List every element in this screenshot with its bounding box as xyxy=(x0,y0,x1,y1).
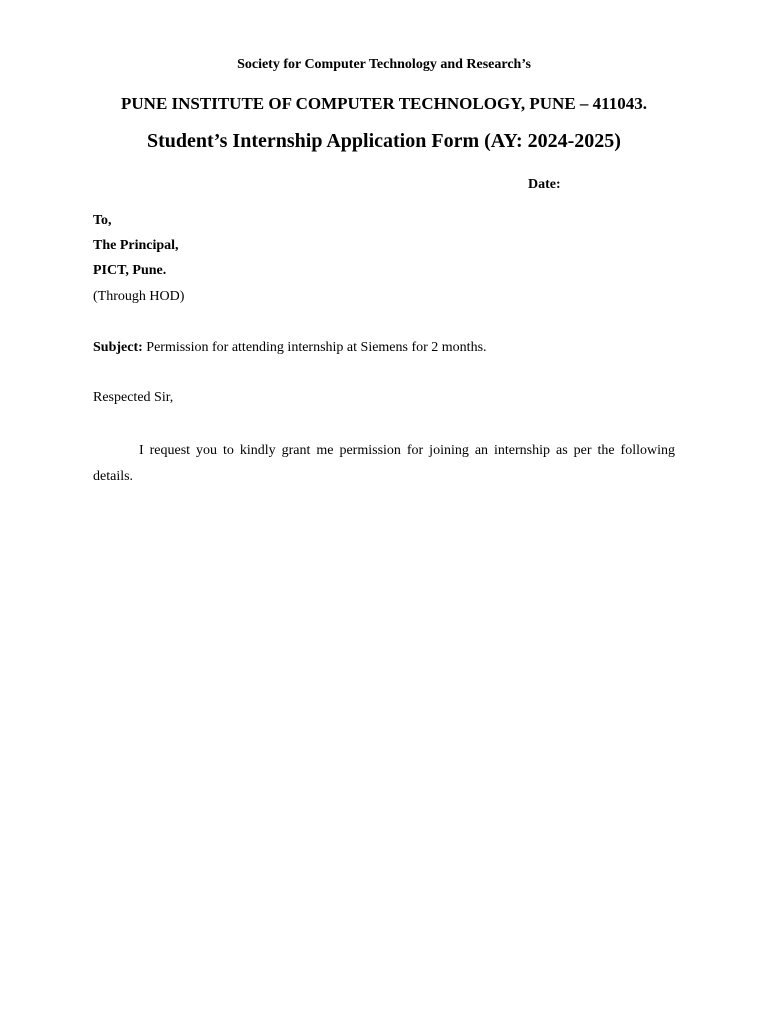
form-title: Student’s Internship Application Form (AY: 2024-2025) xyxy=(147,130,621,152)
subject-label: Subject: xyxy=(93,340,143,355)
address-recipient: The Principal, xyxy=(93,238,179,253)
subject-text: Permission for attending internship at Siemens for 2 months. xyxy=(142,340,487,355)
body-paragraph: I request you to kindly grant me permission for joining an internship as per the following details. xyxy=(93,443,675,484)
address-institution: PICT, Pune. xyxy=(93,263,167,278)
subject-line xyxy=(93,339,487,357)
institute-name: PUNE INSTITUTE OF COMPUTER TECHNOLOGY, PUNE – 411043. xyxy=(121,94,647,113)
address-through: (Through HOD) xyxy=(93,289,185,304)
salutation: Respected Sir, xyxy=(93,390,174,405)
date-label: Date: xyxy=(528,177,561,192)
address-to: To, xyxy=(93,213,112,228)
society-name: Society for Computer Technology and Research’s xyxy=(237,57,531,72)
